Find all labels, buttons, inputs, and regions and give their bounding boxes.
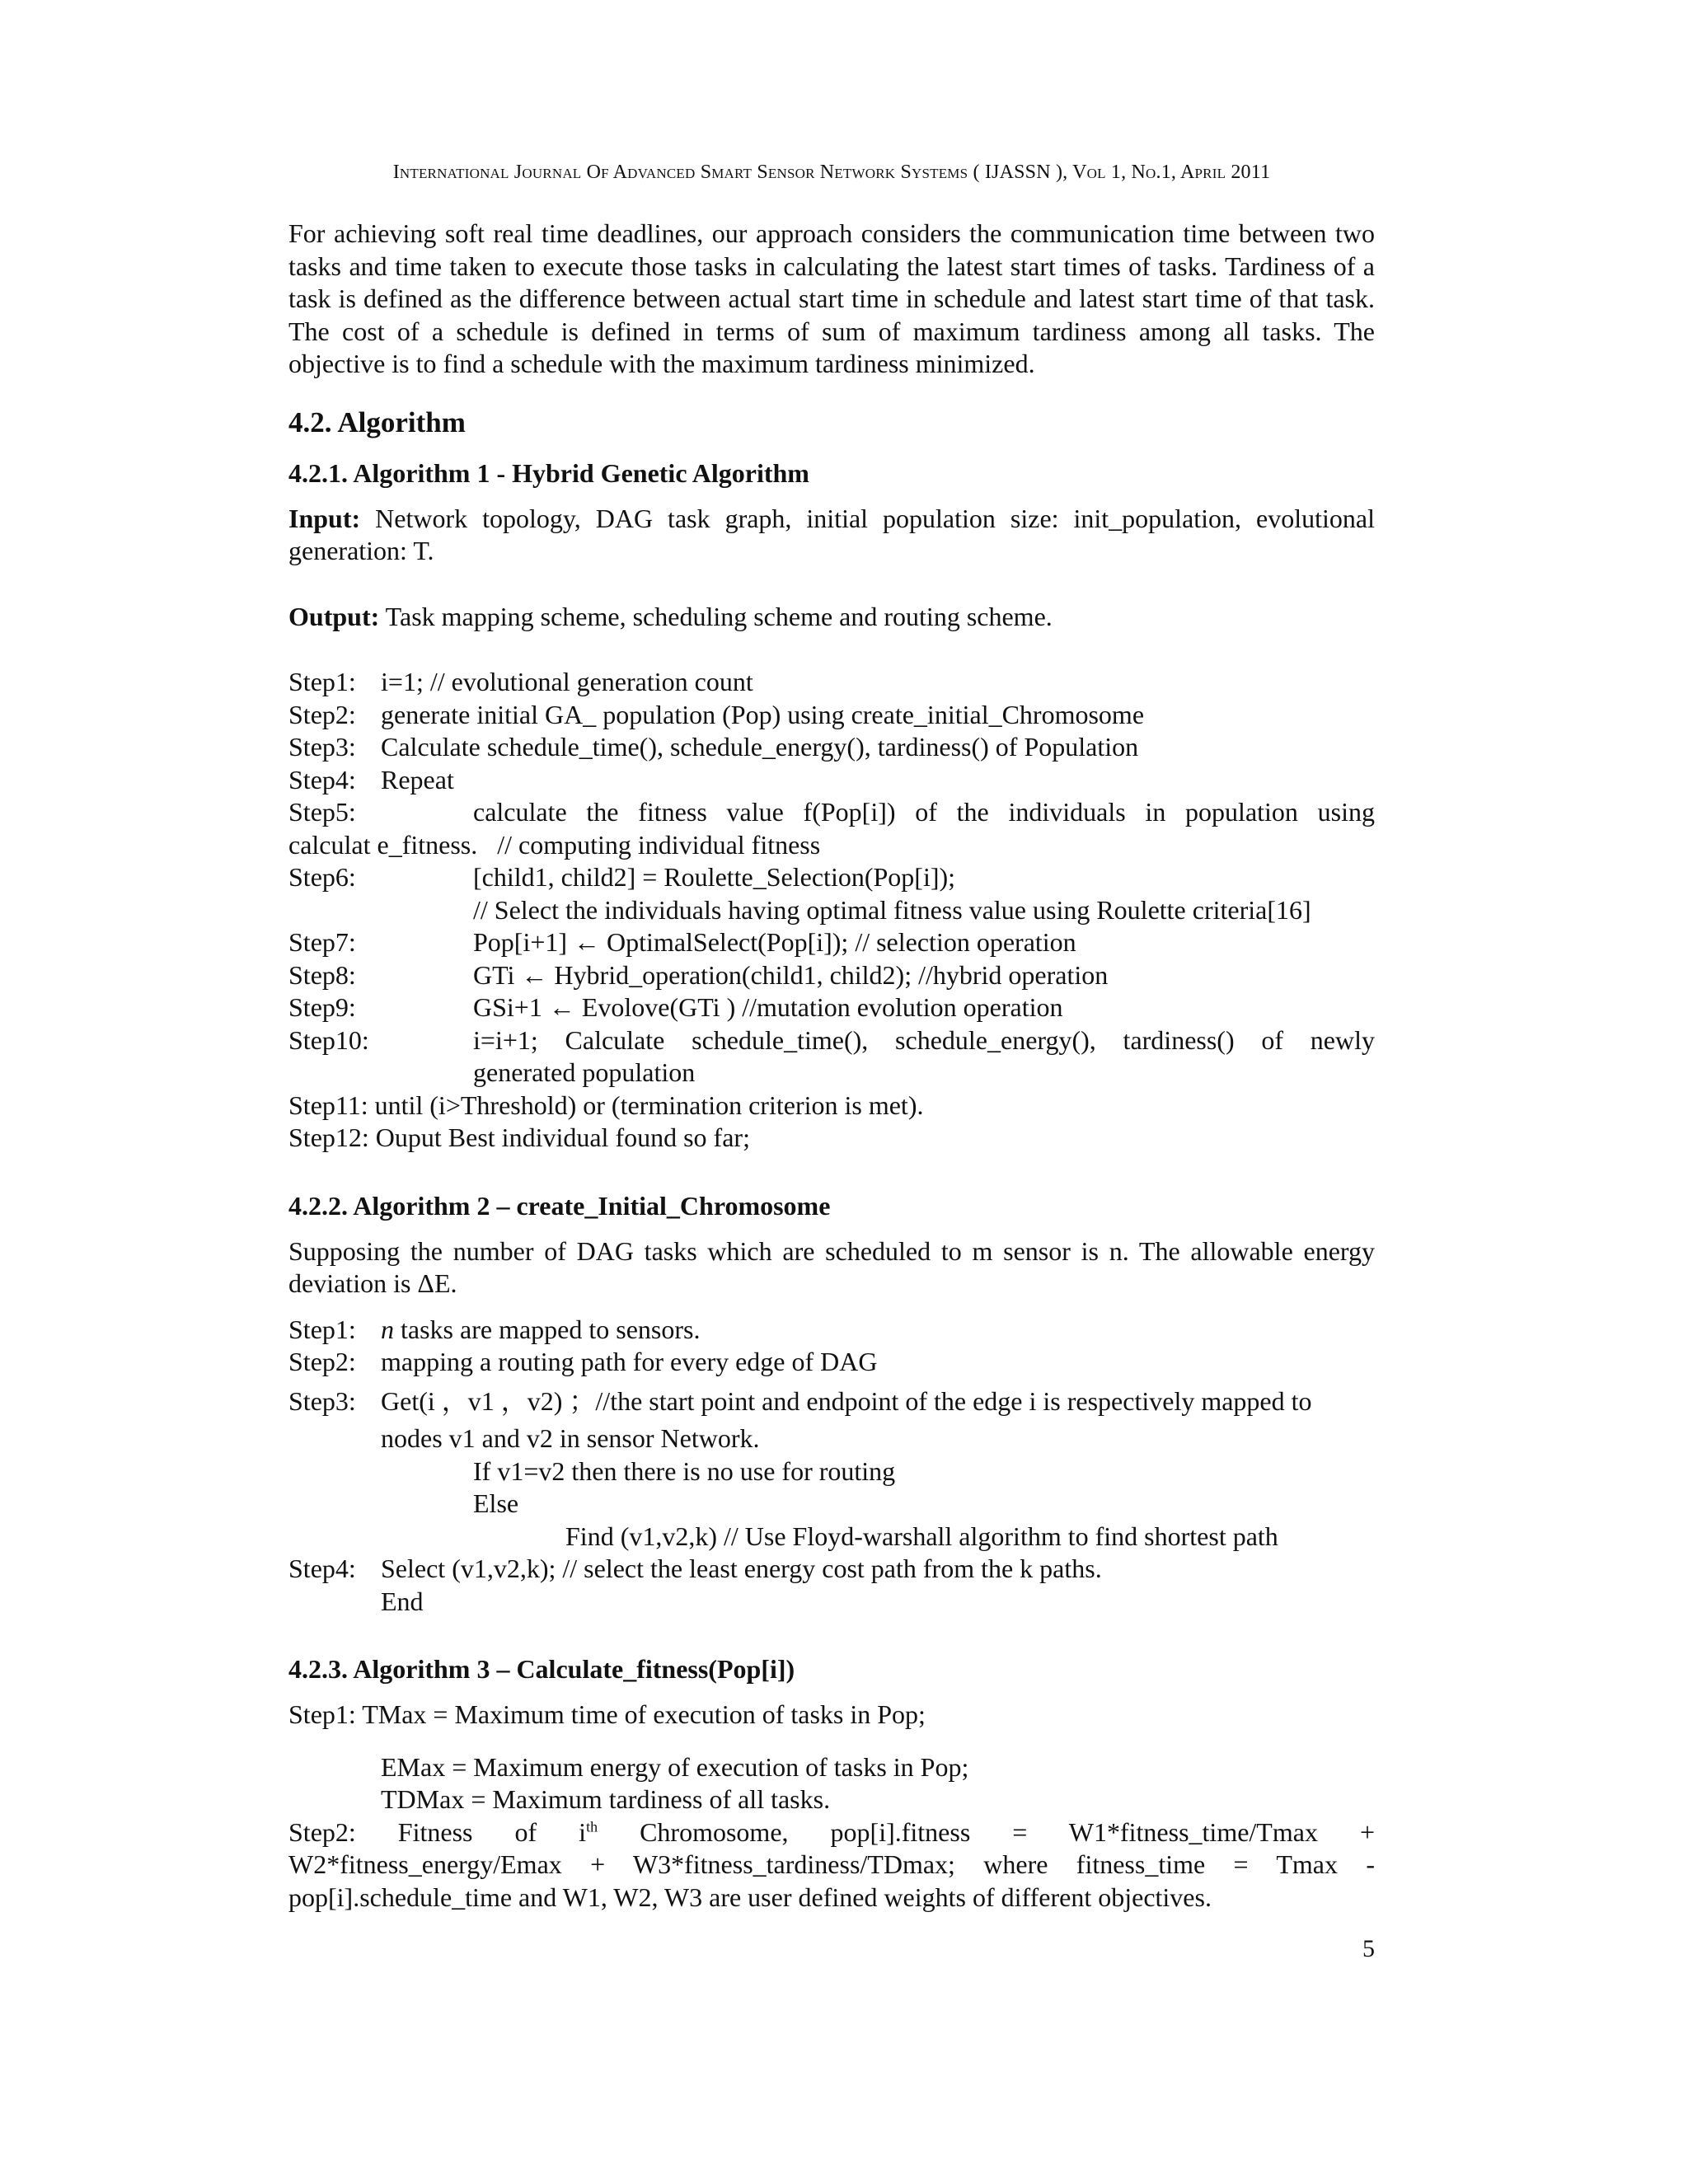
step-text: Select (v1,v2,k); // select the least energy cost path from the k paths. [381,1554,1102,1583]
alg3-step-2-line-1: Step2: Fitness of $i^{th}$ Chromosome, pop[i].fitness = W1*fitness_time/Tmax + [288,1816,1376,1847]
step-label: Step1: [288,667,356,696]
alg1-step-4 [288,764,1375,797]
step-label: Step9: [288,992,356,1022]
alg3-step-2-line-2: W2*fitness_energy/Emax + W3*fitness_tardiness/TDmax; where fitness_time = Tmax - [288,1849,1375,1879]
alg1-step-3 [288,731,1375,764]
step-text: mapping a routing path for every edge of DAG [381,1347,878,1376]
alg1-step-1 [288,666,1375,699]
step-label: Step2: [288,1347,356,1376]
algorithm-2-heading: 4.2.2. Algorithm 2 – create_Initial_Chromosome [288,1190,831,1221]
alg1-step-8 [288,959,1375,992]
step-label: Step7: [288,927,356,957]
step-label: Step3: [288,1385,356,1416]
alg2-step-4 [288,1553,1375,1586]
alg2-else-clause: Else [473,1488,519,1518]
alg2-find-clause: Find (v1,v2,k) // Use Floyd-warshall algorithm to find shortest path [565,1521,1278,1551]
alg1-step-9 [288,991,1375,1024]
input-label: Input: [288,503,361,533]
alg2-step-3-continued: nodes v1 and v2 in sensor Network. [381,1423,760,1453]
page-body [288,218,1375,1914]
alg1-step-5-continued: calculat e_fitness. // computing individual fitness [288,829,821,860]
step-label: Step4: [288,764,356,794]
algorithm-1-heading: 4.2.1. Algorithm 1 - Hybrid Genetic Algorithm [288,457,809,488]
superscript-th: th [586,1817,598,1835]
step-label: Step5: [288,797,356,827]
step-text: GSi+1 ← Evolove(GTi ) //mutation evolution operation [473,992,1063,1022]
algorithm-2-intro: Supposing the number of DAG tasks which are scheduled to m sensor is n. The allowable energy deviation is ΔE. [288,1235,1375,1298]
alg1-step-11: Step11: until (i>Threshold) or (termination criterion is met). [288,1090,924,1120]
step-text: Get(i ，v1 ，v2) ；//the start point and endpoint of the edge i is respectively mapped to [381,1385,1312,1416]
alg2-step-3 [288,1385,1375,1418]
step-label: Step2: [288,699,356,729]
algorithm-1-output [288,601,1375,634]
alg2-end: End [381,1586,424,1616]
alg2-step-1 [288,1314,1375,1347]
alg1-step-6 [288,861,1375,894]
step-text: [child1, child2] = Roulette_Selection(Pop[i]); [473,862,956,892]
alg1-step-7 [288,926,1375,959]
step-text: Calculate schedule_time(), schedule_energy(), tardiness() of Population [381,732,1139,762]
alg3-step-2-line-3: pop[i].schedule_time and W1, W2, W3 are user defined weights of different objectives. [288,1882,1212,1912]
step-text: GTi ← Hybrid_operation(child1, child2); //hybrid operation [473,959,1109,990]
step-text: calculate the fitness value f(Pop[i]) of the individuals in population using [473,797,1375,827]
alg1-step-5 [288,796,1375,829]
step-label: Step3: [288,732,356,762]
step-text: Pop[i+1] ← OptimalSelect(Pop[i]); // selection operation [473,927,1076,957]
alg3-emax: EMax = Maximum energy of execution of tasks in Pop; [381,1751,969,1782]
algorithm-3-heading: 4.2.3. Algorithm 3 – Calculate_fitness(Pop[i]) [288,1654,795,1684]
step-text: i=1; // evolutional generation count [381,667,753,696]
step-text: n tasks are mapped to sensors. [381,1314,701,1344]
step-text: generate initial GA_ population (Pop) using create_initial_Chromosome [381,699,1145,729]
step-text: i=i+1; Calculate schedule_time(), schedule_energy(), tardiness() of newly [473,1024,1375,1055]
step-label: Step6: [288,862,356,892]
alg2-step-2 [288,1346,1375,1379]
running-header: International Journal Of Advanced Smart Sensor Network Systems ( IJASSN ), Vol 1, No.1, April 2011 [392,162,1271,183]
output-text: Task mapping scheme, scheduling scheme and routing scheme. [379,601,1053,631]
input-text: Network topology, DAG task graph, initial population size: init_population, evolutional generation: T. [288,503,1375,565]
page-number: 5 [1362,1935,1375,1962]
algorithm-1-input [288,503,1375,568]
step-label: Step10: [288,1024,369,1055]
alg1-step-12: Step12: Ouput Best individual found so far; [288,1122,750,1152]
step-label: Step8: [288,959,356,990]
alg3-step-1: Step1: TMax = Maximum time of execution of tasks in Pop; [288,1699,926,1729]
step-label: Step4: [288,1554,356,1583]
variable-n: n [381,1314,394,1344]
step-text: Repeat [381,764,454,794]
alg1-step-10-continued: generated population [473,1057,696,1087]
alg1-step-2 [288,699,1375,732]
intro-paragraph: For achieving soft real time deadlines, our approach considers the communication time between two tasks and time taken to execute those tasks in calculating the latest start times of tasks. Tardiness of a task is defined as the difference between actual start time in schedule and latest start time of that task. The cost of a schedule is defined in terms of sum of maximum tardiness among all tasks. The objective is to find a schedule with the maximum tardiness minimized. [288,218,1375,378]
alg1-step-10 [288,1024,1375,1057]
output-label: Output: [288,601,380,631]
alg2-if-clause: If v1=v2 then there is no use for routing [473,1455,896,1486]
alg3-tdmax: TDMax = Maximum tardiness of all tasks. [381,1784,831,1814]
alg1-step-6-comment: // Select the individuals having optimal fitness value using Roulette criteria[16] [473,894,1311,925]
section-heading-4-2: 4.2. Algorithm [288,405,466,438]
step-label: Step1: [288,1314,356,1344]
